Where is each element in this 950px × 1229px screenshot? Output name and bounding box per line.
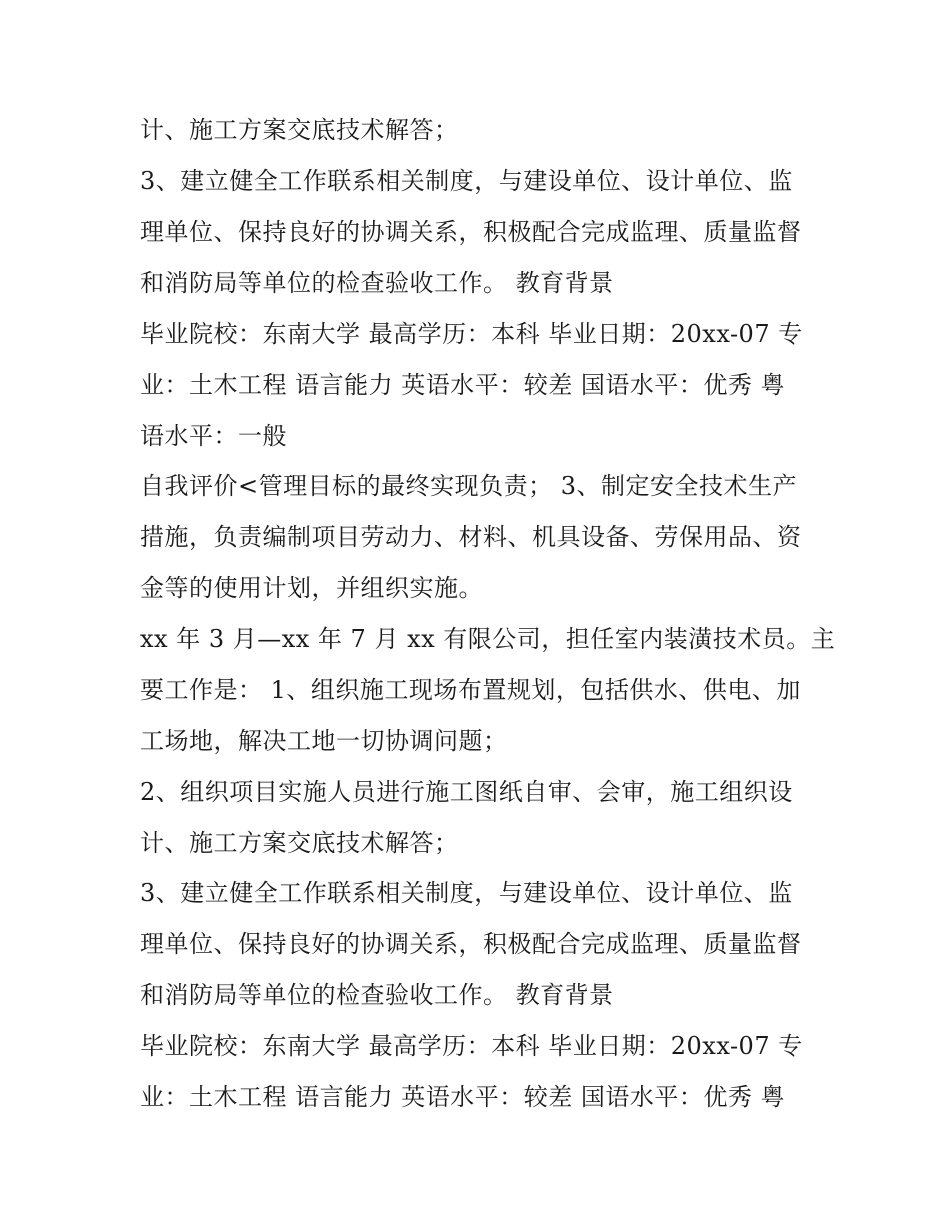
text-line: 金等的使用计划，并组织实施。	[140, 574, 483, 602]
text-line: 和消防局等单位的检查验收工作。 教育背景	[140, 981, 614, 1009]
text-line: 3、建立健全工作联系相关制度，与建设单位、设计单位、监	[140, 167, 793, 195]
text-line: 工场地，解决工地一切协调问题；	[140, 727, 508, 755]
text-line: 自我评价<管理目标的最终实现负责； 3、制定安全技术生产	[140, 472, 798, 500]
text-line: 理单位、保持良好的协调关系，积极配合完成监理、质量监督	[140, 930, 802, 958]
text-line: 3、建立健全工作联系相关制度，与建设单位、设计单位、监	[140, 879, 793, 907]
text-line: 计、施工方案交底技术解答；	[140, 116, 459, 144]
text-line: 2、组织项目实施人员进行施工图纸自审、会审，施工组织设	[140, 778, 793, 806]
text-line: 要工作是： 1、组织施工现场布置规划，包括供水、供电、加	[140, 676, 801, 704]
text-line: 业：土木工程 语言能力 英语水平：较差 国语水平：优秀 粤	[140, 1083, 786, 1111]
text-line: 毕业院校：东南大学 最高学历：本科 毕业日期：20xx-07 专	[140, 1032, 803, 1060]
text-line: 理单位、保持良好的协调关系，积极配合完成监理、质量监督	[140, 218, 802, 246]
text-line: 毕业院校：东南大学 最高学历：本科 毕业日期：20xx-07 专	[140, 320, 803, 348]
text-line: 措施，负责编制项目劳动力、材料、机具设备、劳保用品、资	[140, 523, 802, 551]
text-line: 和消防局等单位的检查验收工作。 教育背景	[140, 269, 614, 297]
text-line: xx 年 3 月—xx 年 7 月 xx 有限公司，担任室内装潢技术员。主	[140, 625, 836, 653]
text-line: 计、施工方案交底技术解答；	[140, 829, 459, 857]
text-line: 业：土木工程 语言能力 英语水平：较差 国语水平：优秀 粤	[140, 371, 786, 399]
text-line: 语水平：一般	[140, 422, 287, 450]
